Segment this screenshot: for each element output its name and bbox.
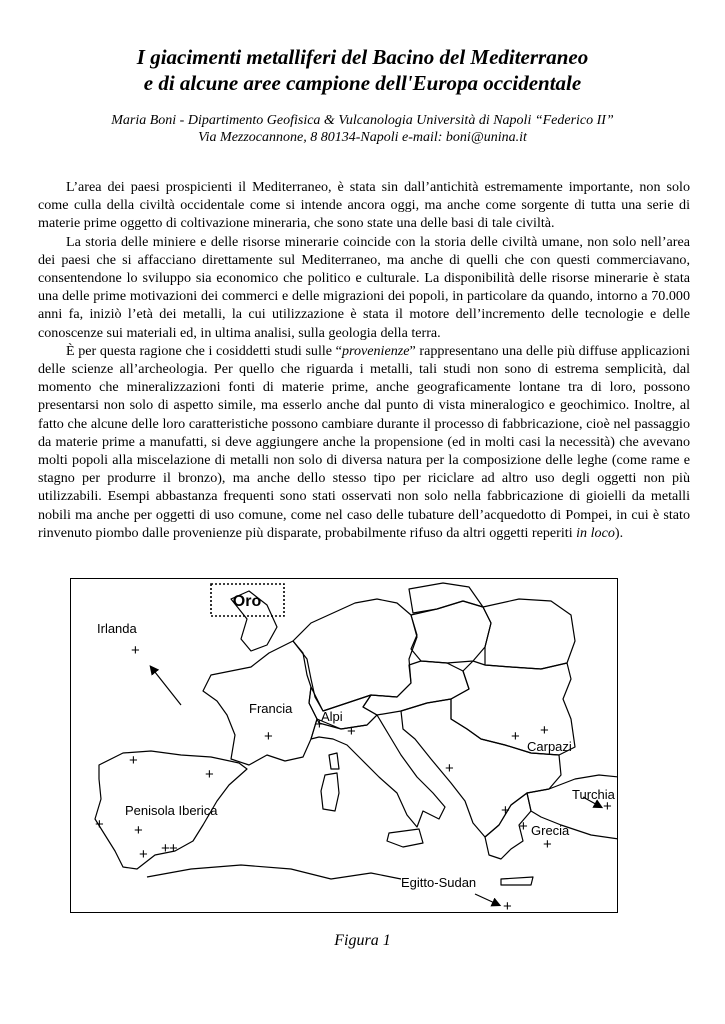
central-europe-outline — [293, 599, 417, 711]
label-irlanda: Irlanda — [97, 621, 137, 636]
sicily-outline — [387, 829, 423, 847]
author-line-1: Maria Boni - Dipartimento Geofisica & Vulcanologia Università di Napoli “Federico II” — [111, 113, 614, 128]
paragraph-3 — [38, 342, 690, 542]
balkans-outline — [401, 699, 561, 837]
figure-caption: Figura 1 — [334, 932, 391, 949]
north-africa-coast — [147, 865, 401, 879]
paragraph-2: La storia delle miniere e delle risorse minerarie coincide con la storia delle civiltà umane, non solo nell’area dei paesi che si affacciano direttamente sul Mediterraneo, ma anche di quelli che con questi commerciavano, consentendone lo sviluppo sia economico che politico e culturale. La disponibilità delle risorse minerarie è stata una delle prime motivazioni dei commerci e delle migrazioni dei popoli, in particolare da quando, intorno a 70.000 anni fa, iniziò l’età dei metalli, la cui utilizzazione è stata il motore dell’incremento delle tecnologie e delle conoscenze sui materiali ed, in ultima analisi, sulla geologia della terra. — [38, 233, 690, 341]
deposit-marker: + — [519, 818, 528, 835]
metal-label: Oro — [232, 593, 262, 610]
north-east-outline — [409, 583, 483, 613]
label-grecia: Grecia — [531, 823, 570, 838]
paper-title — [0, 44, 725, 96]
europe-map — [71, 579, 618, 913]
paragraph-1: L’area dei paesi prospicienti il Mediterraneo, è stata sin dall’antichità estremamente importante, non solo come culla della civiltà occidentale come si intende ancora oggi, ma anche come sorgente di tutta una serie di materie prime oggetto di coltivazione mineraria, che sono state una delle basi di tale civiltà. — [38, 179, 690, 232]
deposit-marker: + — [603, 798, 612, 815]
author-affiliation — [0, 112, 725, 146]
deposit-marker: + — [169, 840, 178, 857]
paragraph-3-emphasis: provenienze — [341, 342, 410, 359]
deposit-marker: + — [315, 716, 324, 733]
label-francia: Francia — [249, 701, 293, 716]
paragraph-3-part-b: ” rappresentano una delle più diffuse applicazioni delle scienze all’archeologia. Per quello che riguarda i metalli, tali studi non sono di estrema semplicità, dal momento che mineralizzazioni fonti di materie prime, anche geograficamente lontane tra di loro, possono presentarsi non solo di aspetto simile, ma esserlo anche dal punto di vista mineralogico e geochimico. Inoltre, al fatto che alcune delle loro caratteristiche possono cambiare durante il processo di fabbricazione, cioè nel passaggio da materie prime a manufatti, si deve aggiungere anche la propensione (ed in molti casi la necessità) che avevano molti popoli alla miscelazione di metalli non solo di diversa natura per la composizione delle leghe (come rame e stagno per produrre il bronzo), ma anche dello stesso tipo per riciclare ad altro uso degli oggetti non più utilizzabili. Esempi abbastanza frequenti sono stati osservati non solo nella fabbricazione di gioielli da metalli nobili ma anche per oggetti di uso comune, come nel caso delle tubature dell’acquedotto di Pompei, in cui è stato rinvenuto piombo dalle provenienze più disparate, probabilmente rifuso da altri oggetti reperiti — [38, 342, 690, 541]
deposit-marker: + — [445, 760, 454, 777]
paragraph-3-emphasis-2: in loco — [576, 524, 615, 541]
sardinia-outline — [321, 773, 339, 811]
deposit-marker: + — [540, 722, 549, 739]
poland-outline — [411, 601, 491, 663]
label-alpi: Alpi — [321, 709, 343, 724]
crete-outline — [501, 877, 533, 885]
deposit-marker: + — [95, 816, 104, 833]
figure-map — [70, 578, 618, 913]
irlanda-arrow — [151, 667, 181, 705]
paragraph-3-part-a: È per questa ragione che i cosiddetti studi sulle “ — [66, 342, 342, 359]
deposit-marker: + — [161, 840, 170, 857]
deposit-marker: + — [347, 723, 356, 740]
deposit-marker: + — [543, 836, 552, 853]
deposit-marker: + — [264, 728, 273, 745]
deposit-marker: + — [134, 822, 143, 839]
label-egitto-sudan: Egitto-Sudan — [401, 875, 477, 890]
egitto-arrow — [475, 894, 499, 905]
deposit-marker: + — [139, 846, 148, 863]
deposit-marker: + — [501, 802, 510, 819]
paragraph-3-part-c: ). — [614, 524, 624, 541]
paper-title-line-2: e di alcune aree campione dell'Europa occidentale — [143, 71, 582, 95]
body-text — [38, 178, 690, 542]
corsica-outline — [329, 753, 339, 769]
deposit-marker: + — [503, 898, 512, 913]
east-outline — [483, 599, 575, 669]
deposit-marker: + — [205, 766, 214, 783]
paper-title-line-1: I giacimenti metalliferi del Bacino del Mediterraneo — [136, 45, 589, 69]
label-penisola-iberica: Penisola Iberica — [125, 803, 218, 818]
deposit-marker: + — [129, 752, 138, 769]
author-line-2: Via Mezzocannone, 8 80134-Napoli e-mail: boni@unina.it — [198, 130, 527, 145]
deposit-marker: + — [131, 642, 140, 659]
label-turchia: Turchia — [572, 787, 615, 802]
deposit-marker: + — [511, 728, 520, 745]
label-carpazi: Carpazi — [527, 739, 572, 754]
